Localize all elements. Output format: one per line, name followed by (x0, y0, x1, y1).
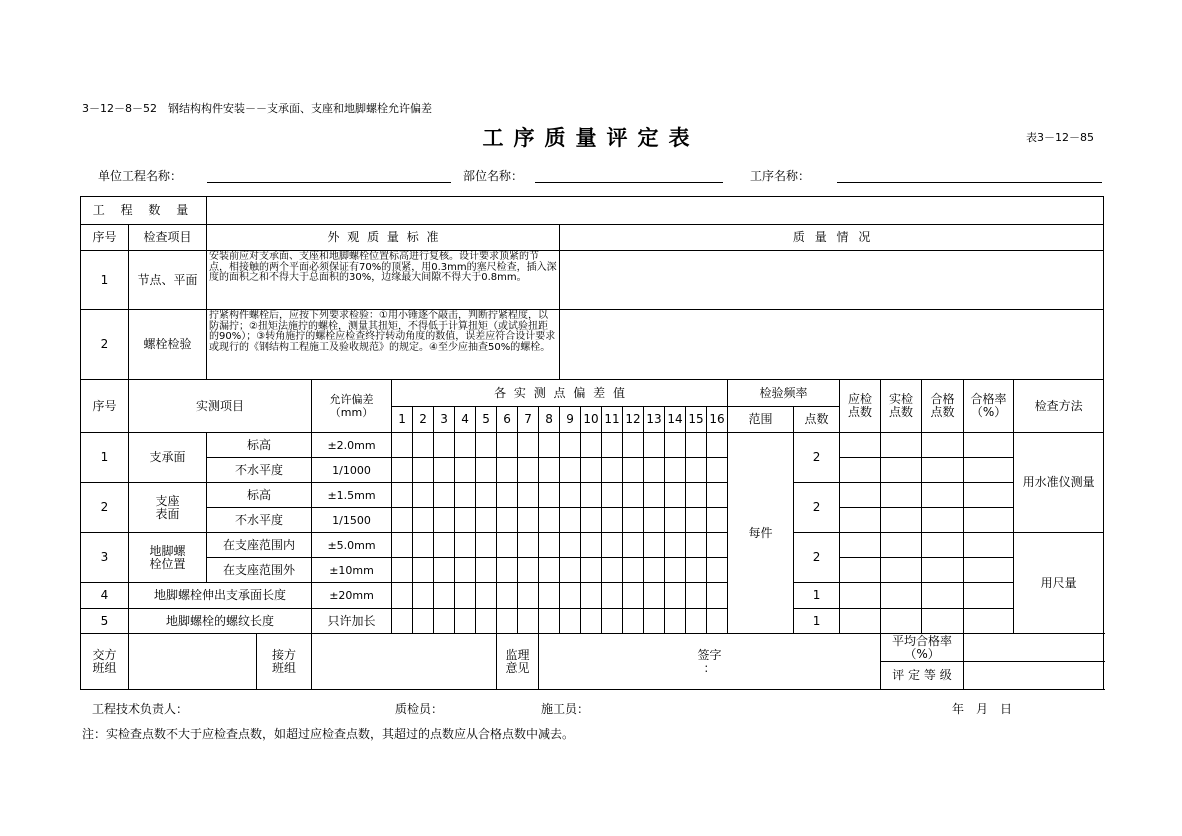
deviation-cell[interactable] (434, 483, 455, 508)
actual-check-cell[interactable] (881, 458, 922, 483)
deviation-cell[interactable] (644, 508, 665, 533)
deviation-cell[interactable] (602, 433, 623, 458)
top-row-item: 节点、平面 (129, 251, 207, 310)
deviation-cell[interactable] (644, 583, 665, 609)
deviation-cell[interactable] (623, 583, 644, 609)
actual-check-cell[interactable] (881, 508, 922, 533)
deviation-cell[interactable] (539, 558, 560, 583)
grade-value[interactable] (964, 662, 1104, 690)
deviation-cell[interactable] (560, 609, 581, 634)
deviation-cell[interactable] (392, 433, 413, 458)
deviation-cell[interactable] (665, 583, 686, 609)
deviation-cell[interactable] (560, 583, 581, 609)
point-number: 1 (392, 407, 413, 433)
deviation-cell[interactable] (644, 483, 665, 508)
deviation-cell[interactable] (518, 433, 539, 458)
deviation-cell[interactable] (476, 609, 497, 634)
tolerance-value: ±2.0mm (312, 433, 392, 458)
deviation-cell[interactable] (707, 508, 728, 533)
deviation-cell[interactable] (686, 508, 707, 533)
pass-count-cell[interactable] (922, 433, 964, 458)
point-number: 3 (434, 407, 455, 433)
deviation-cell[interactable] (455, 558, 476, 583)
pass-count-cell[interactable] (922, 558, 964, 583)
method-value: 用水准仪测量 (1014, 433, 1104, 533)
hand-over-team-field[interactable] (129, 634, 257, 690)
freq-count-value: 1 (794, 583, 840, 609)
deviation-cell[interactable] (581, 583, 602, 609)
deviation-cell[interactable] (581, 458, 602, 483)
deviation-cell[interactable] (581, 533, 602, 558)
deviation-cell[interactable] (665, 508, 686, 533)
deviation-cell[interactable] (686, 609, 707, 634)
deviation-cell[interactable] (707, 458, 728, 483)
deviation-cell[interactable] (497, 433, 518, 458)
tolerance-value: ±5.0mm (312, 533, 392, 558)
pass-count-cell[interactable] (922, 458, 964, 483)
deviation-cell[interactable] (686, 433, 707, 458)
unit-project-label: 单位工程名称： (98, 169, 183, 183)
freq-count-value: 2 (794, 533, 840, 583)
deviation-cell[interactable] (476, 433, 497, 458)
signature-field[interactable]: 签字 ： (539, 634, 881, 690)
deviation-cell[interactable] (392, 558, 413, 583)
top-row-no: 2 (81, 310, 129, 380)
deviation-cell[interactable] (602, 533, 623, 558)
deviation-cell[interactable] (455, 609, 476, 634)
deviation-cell[interactable] (497, 609, 518, 634)
deviation-cell[interactable] (623, 483, 644, 508)
deviation-cell[interactable] (455, 483, 476, 508)
deviation-cell[interactable] (623, 533, 644, 558)
deviation-cell[interactable] (707, 609, 728, 634)
deviation-cell[interactable] (686, 583, 707, 609)
should-check-cell[interactable] (840, 583, 881, 609)
deviation-cell[interactable] (686, 558, 707, 583)
pass-count-header: 合格 点数 (922, 380, 964, 433)
deviation-cell[interactable] (476, 458, 497, 483)
table-number: 表3－12－85 (1026, 131, 1094, 144)
deviation-cell[interactable] (392, 533, 413, 558)
deviation-cell[interactable] (602, 583, 623, 609)
freq-count-value: 2 (794, 433, 840, 483)
top-item-header: 检查项目 (129, 225, 207, 251)
deviation-cell[interactable] (686, 458, 707, 483)
freq-range-header: 范围 (728, 407, 794, 433)
deviation-cell[interactable] (644, 609, 665, 634)
deviation-cell[interactable] (497, 558, 518, 583)
deviation-cell[interactable] (413, 508, 434, 533)
deviation-cell[interactable] (476, 508, 497, 533)
deviation-cell[interactable] (455, 583, 476, 609)
top-row-no: 1 (81, 251, 129, 310)
should-check-cell[interactable] (840, 433, 881, 458)
measure-sub-item: 在支座范围外 (207, 558, 312, 583)
measure-row-no: 4 (81, 583, 129, 609)
deviation-cell[interactable] (665, 533, 686, 558)
deviation-cell[interactable] (644, 458, 665, 483)
deviation-cell[interactable] (602, 508, 623, 533)
freq-count-header: 点数 (794, 407, 840, 433)
freq-header: 检验频率 (728, 380, 840, 407)
part-name-field[interactable] (535, 182, 723, 183)
deviation-cell[interactable] (602, 609, 623, 634)
deviation-cell[interactable] (413, 558, 434, 583)
tech-lead-label: 工程技术负责人： (92, 702, 189, 716)
measure-group-name: 支承面 (129, 433, 207, 483)
hand-over-team-label: 交方 班组 (81, 634, 129, 690)
avg-pass-rate-label: 平均合格率（%） (881, 634, 964, 662)
should-check-cell[interactable] (840, 483, 881, 508)
standard-header: 外 观 质 量 标 准 (207, 225, 560, 251)
measure-sub-item: 标高 (207, 483, 312, 508)
deviation-cell[interactable] (497, 483, 518, 508)
deviation-cell[interactable] (434, 609, 455, 634)
point-number: 6 (497, 407, 518, 433)
measure-sub-item: 标高 (207, 433, 312, 458)
deviation-cell[interactable] (518, 583, 539, 609)
measure-item-header: 实测项目 (129, 380, 312, 433)
deviation-cell[interactable] (560, 508, 581, 533)
method-header: 检查方法 (1014, 380, 1104, 433)
pass-count-cell[interactable] (922, 533, 964, 558)
pass-rate-cell[interactable] (964, 558, 1014, 583)
quantity-label: 工 程 数 量 (81, 197, 207, 225)
points-header: 各 实 测 点 偏 差 值 (392, 380, 728, 407)
deviation-cell[interactable] (455, 433, 476, 458)
deviation-cell[interactable] (413, 533, 434, 558)
worker-label: 施工员： (541, 702, 590, 716)
tolerance-value: 只许加长 (312, 609, 392, 634)
deviation-cell[interactable] (539, 583, 560, 609)
deviation-cell[interactable] (539, 483, 560, 508)
deviation-cell[interactable] (707, 558, 728, 583)
pass-count-cell[interactable] (922, 609, 964, 634)
measure-sub-item: 不水平度 (207, 508, 312, 533)
deviation-cell[interactable] (392, 583, 413, 609)
deviation-cell[interactable] (539, 508, 560, 533)
inspector-label: 质检员： (395, 702, 444, 716)
deviation-cell[interactable] (476, 483, 497, 508)
receive-team-field[interactable] (312, 634, 497, 690)
tolerance-value: ±1.5mm (312, 483, 392, 508)
top-row-item: 螺栓检验 (129, 310, 207, 380)
part-name-label: 部位名称： (463, 169, 524, 183)
point-number: 14 (665, 407, 686, 433)
date-label: 年 月 日 (952, 702, 1013, 716)
freq-count-value: 2 (794, 483, 840, 533)
deviation-cell[interactable] (707, 483, 728, 508)
tolerance-value: ±20mm (312, 583, 392, 609)
deviation-cell[interactable] (476, 533, 497, 558)
deviation-cell[interactable] (434, 533, 455, 558)
should-check-cell[interactable] (840, 458, 881, 483)
deviation-cell[interactable] (623, 609, 644, 634)
point-number: 4 (455, 407, 476, 433)
grade-label: 评 定 等 级 (881, 662, 964, 690)
deviation-cell[interactable] (560, 433, 581, 458)
deviation-cell[interactable] (518, 458, 539, 483)
deviation-cell[interactable] (434, 508, 455, 533)
deviation-cell[interactable] (539, 533, 560, 558)
deviation-cell[interactable] (686, 533, 707, 558)
deviation-cell[interactable] (434, 558, 455, 583)
measure-row-no: 3 (81, 533, 129, 583)
top-row-standard: 拧紧构件螺栓后，应按下列要求检验：①用小锤逐个敲击，判断拧紧程度，以防漏拧；②扭矩法施拧的螺栓，测量其扭矩，不得低于计算扭矩（或试验扭距的90%）；③转角施拧的螺栓应检查终拧转动角度的数值，误差应符合设计要求或现行的《钢结构工程施工及验收规范》的规定。④至少应抽查50%的螺栓。 (207, 310, 560, 380)
deviation-cell[interactable] (665, 433, 686, 458)
pass-count-cell[interactable] (922, 508, 964, 533)
deviation-cell[interactable] (623, 458, 644, 483)
deviation-cell[interactable] (581, 508, 602, 533)
point-number: 13 (644, 407, 665, 433)
deviation-cell[interactable] (560, 458, 581, 483)
pass-count-cell[interactable] (922, 583, 964, 609)
deviation-cell[interactable] (497, 583, 518, 609)
deviation-cell[interactable] (497, 458, 518, 483)
should-check-cell[interactable] (840, 508, 881, 533)
actual-check-cell[interactable] (881, 609, 922, 634)
deviation-cell[interactable] (392, 483, 413, 508)
deviation-cell[interactable] (539, 458, 560, 483)
deviation-cell[interactable] (413, 433, 434, 458)
point-number: 16 (707, 407, 728, 433)
top-row-status[interactable] (560, 251, 1104, 310)
deviation-cell[interactable] (623, 558, 644, 583)
point-number: 8 (539, 407, 560, 433)
receive-team-label: 接方 班组 (257, 634, 312, 690)
measure-group-name: 支座 表面 (129, 483, 207, 533)
footnote: 注：实检查点数不大于应检查点数，如超过应检查点数，其超过的点数应从合格点数中减去。 (82, 727, 575, 741)
deviation-cell[interactable] (665, 609, 686, 634)
deviation-cell[interactable] (560, 533, 581, 558)
pass-rate-cell[interactable] (964, 433, 1014, 458)
deviation-cell[interactable] (581, 558, 602, 583)
actual-check-cell[interactable] (881, 583, 922, 609)
should-check-cell[interactable] (840, 558, 881, 583)
pass-rate-cell[interactable] (964, 508, 1014, 533)
measure-sub-item: 不水平度 (207, 458, 312, 483)
deviation-cell[interactable] (518, 508, 539, 533)
actual-check-cell[interactable] (881, 533, 922, 558)
deviation-cell[interactable] (602, 483, 623, 508)
deviation-cell[interactable] (434, 433, 455, 458)
point-number: 7 (518, 407, 539, 433)
freq-count-value: 1 (794, 609, 840, 634)
deviation-cell[interactable] (686, 483, 707, 508)
point-number: 11 (602, 407, 623, 433)
deviation-cell[interactable] (623, 508, 644, 533)
should-check-cell[interactable] (840, 533, 881, 558)
avg-pass-rate-value[interactable] (964, 634, 1104, 662)
measure-sub-item: 在支座范围内 (207, 533, 312, 558)
point-number: 9 (560, 407, 581, 433)
deviation-cell[interactable] (497, 533, 518, 558)
top-row-status[interactable] (560, 310, 1104, 380)
deviation-cell[interactable] (707, 583, 728, 609)
deviation-cell[interactable] (392, 508, 413, 533)
pass-rate-cell[interactable] (964, 609, 1014, 634)
pass-rate-cell[interactable] (964, 483, 1014, 508)
deviation-cell[interactable] (476, 583, 497, 609)
pass-count-cell[interactable] (922, 483, 964, 508)
deviation-cell[interactable] (581, 609, 602, 634)
deviation-cell[interactable] (560, 483, 581, 508)
point-number: 2 (413, 407, 434, 433)
freq-range-value: 每件 (728, 433, 794, 634)
deviation-cell[interactable] (455, 533, 476, 558)
deviation-cell[interactable] (392, 458, 413, 483)
top-no-header: 序号 (81, 225, 129, 251)
deviation-cell[interactable] (476, 558, 497, 583)
deviation-cell[interactable] (644, 558, 665, 583)
pass-rate-cell[interactable] (964, 458, 1014, 483)
should-check-header: 应检 点数 (840, 380, 881, 433)
point-number: 15 (686, 407, 707, 433)
deviation-cell[interactable] (539, 433, 560, 458)
supervisor-opinion-label: 监理 意见 (497, 634, 539, 690)
measure-item-name: 地脚螺栓伸出支承面长度 (129, 583, 312, 609)
method-value: 用尺量 (1014, 533, 1104, 634)
deviation-cell[interactable] (707, 433, 728, 458)
deviation-cell[interactable] (623, 433, 644, 458)
tolerance-value: 1/1000 (312, 458, 392, 483)
measure-row-no: 1 (81, 433, 129, 483)
pass-rate-cell[interactable] (964, 583, 1014, 609)
deviation-cell[interactable] (581, 433, 602, 458)
deviation-cell[interactable] (644, 433, 665, 458)
deviation-cell[interactable] (434, 458, 455, 483)
quantity-value[interactable] (207, 197, 1104, 225)
deviation-cell[interactable] (602, 558, 623, 583)
deviation-cell[interactable] (413, 583, 434, 609)
top-row-standard: 安装前应对支承面、支座和地脚螺栓位置标高进行复核。设计要求顶紧的节点，相接触的两个平面必须保证有70%的顶紧，用0.3mm的塞尺检查，插入深度的面积之和不得大于总面积的30%，边缘最大间隙不得大于0.8mm。 (207, 251, 560, 310)
process-name-field[interactable] (837, 182, 1102, 183)
measure-row-no: 2 (81, 483, 129, 533)
deviation-cell[interactable] (518, 533, 539, 558)
process-name-label: 工序名称： (750, 169, 811, 183)
deviation-cell[interactable] (707, 533, 728, 558)
page-title: 工序质量评定表 (482, 126, 700, 150)
deviation-cell[interactable] (644, 533, 665, 558)
point-number: 12 (623, 407, 644, 433)
deviation-cell[interactable] (665, 458, 686, 483)
measure-no-header: 序号 (81, 380, 129, 433)
measure-row-no: 5 (81, 609, 129, 634)
measure-group-name: 地脚螺 栓位置 (129, 533, 207, 583)
deviation-cell[interactable] (602, 458, 623, 483)
deviation-cell[interactable] (392, 609, 413, 634)
deviation-cell[interactable] (497, 508, 518, 533)
deviation-cell[interactable] (518, 558, 539, 583)
tolerance-value: 1/1500 (312, 508, 392, 533)
deviation-cell[interactable] (413, 609, 434, 634)
deviation-cell[interactable] (518, 483, 539, 508)
status-header: 质 量 情 况 (560, 225, 1104, 251)
document-code: 3－12－8－52 钢结构构件安装－－支承面、支座和地脚螺栓允许偏差 (82, 102, 432, 115)
quality-table (80, 196, 1104, 690)
deviation-cell[interactable] (413, 483, 434, 508)
deviation-cell[interactable] (665, 558, 686, 583)
actual-check-cell[interactable] (881, 433, 922, 458)
deviation-cell[interactable] (455, 458, 476, 483)
actual-check-header: 实检 点数 (881, 380, 922, 433)
actual-check-cell[interactable] (881, 483, 922, 508)
tolerance-header: 允许偏差 （mm） (312, 380, 392, 433)
point-number: 5 (476, 407, 497, 433)
unit-project-field[interactable] (207, 182, 451, 183)
should-check-cell[interactable] (840, 609, 881, 634)
tolerance-value: ±10mm (312, 558, 392, 583)
measure-item-name: 地脚螺栓的螺纹长度 (129, 609, 312, 634)
actual-check-cell[interactable] (881, 558, 922, 583)
point-number: 10 (581, 407, 602, 433)
deviation-cell[interactable] (413, 458, 434, 483)
deviation-cell[interactable] (518, 609, 539, 634)
deviation-cell[interactable] (665, 483, 686, 508)
pass-rate-header: 合格率 （%） (964, 380, 1014, 433)
pass-rate-cell[interactable] (964, 533, 1014, 558)
deviation-cell[interactable] (560, 558, 581, 583)
deviation-cell[interactable] (434, 583, 455, 609)
deviation-cell[interactable] (539, 609, 560, 634)
deviation-cell[interactable] (455, 508, 476, 533)
deviation-cell[interactable] (581, 483, 602, 508)
